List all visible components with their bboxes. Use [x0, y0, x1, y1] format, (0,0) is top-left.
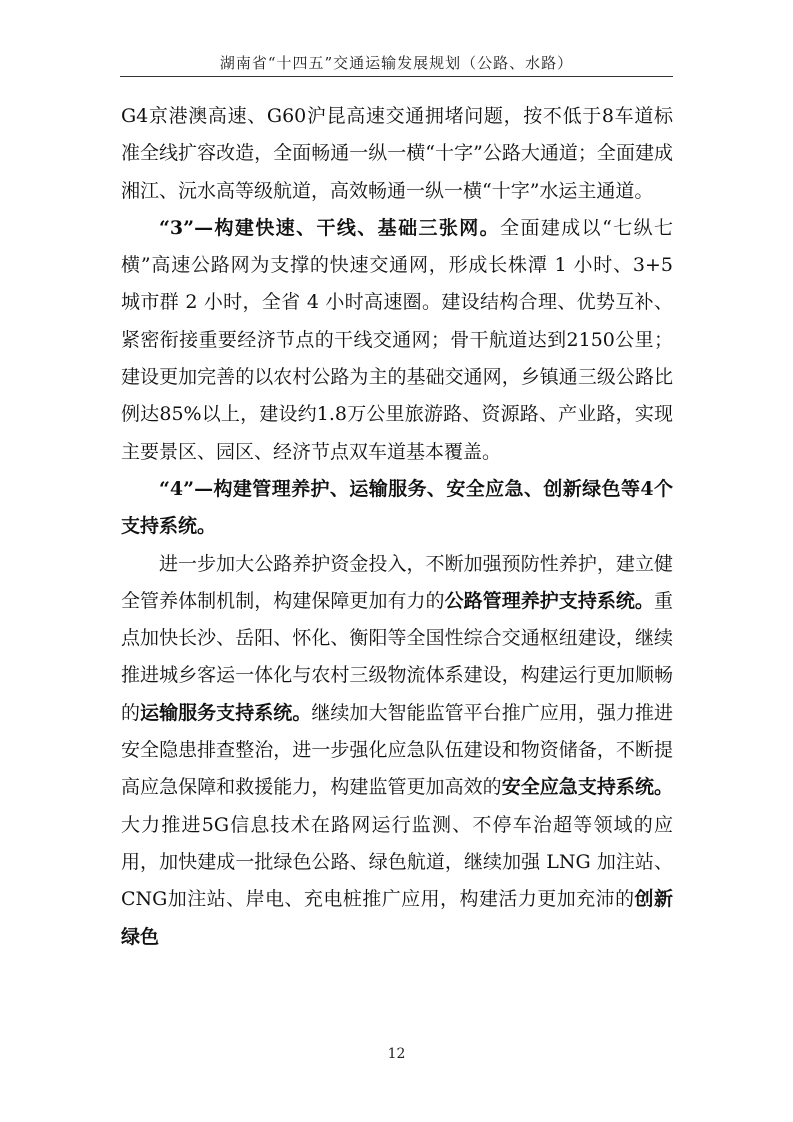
paragraph-expressway-expansion: G4京港澳高速、G60沪昆高速交通拥堵问题，按不低于8车道标准全线扩容改造，全面畅通一纵一横“十字”公路大通道；全面建成湘江、沅水高等级航道，高效畅通一纵一横“十字”水运主通道。: [121, 105, 673, 202]
paragraph-four-support-systems-heading: [121, 471, 673, 546]
paragraph-text: 进一步加大公路养护资金投入，不断加强预防性养护，建立健全管养体制机制，构建保障更加有力的: [121, 552, 673, 612]
paragraph-support-systems-detail: [121, 546, 673, 956]
paragraph-text: 重点加快长沙、岳阳、怀化、衡阳等全国性综合交通枢纽建设，继续推进城乡客运一体化与农村三级物流体系建设，构建运行更加顺畅的: [121, 589, 673, 724]
paragraph-text: 继续加大智能监管平台推广应用，强力推进安全隐患排查整治，进一步强化应急队伍建设和物资储备，不断提高应急保障和救援能力，构建监管更加高效的: [121, 701, 673, 799]
paragraph-three-networks: [121, 210, 673, 471]
paragraph-text: 大力推进5G信息技术在路网运行监测、不停车治超等领域的应用，加快建成一批绿色公路、绿色航道，继续加强 LNG 加注站、CNG加注站、岸电、充电桩推广应用，构建活力更加充沛的: [121, 813, 673, 911]
paragraph-lead-heading: “3”—构建快速、干线、基础三张网。: [159, 216, 501, 239]
paragraph-text: 全面建成以“七纵七横”高速公路网为支撑的快速交通网，形成长株潭 1 小时、3+5 城市群 2 小时，全省 4 小时高速圈。建设结构合理、优势互补、紧密衔接重要经济节点的干线交通网；骨干航道达到2150公里；建设更加完善的以农村公路为主的基础交通网，乡镇通三级公路比例达85%以上，建设约1.8万公里旅游路、资源路、产业路，实现主要景区、园区、经济节点双车道基本覆盖。: [121, 216, 673, 463]
paragraph-lead-heading: “4”—构建管理养护、运输服务、安全应急、创新绿色等4个支持系统。: [121, 477, 673, 538]
bold-term-road-maintenance-system: 公路管理养护支持系统。: [444, 589, 654, 612]
document-body: [121, 98, 673, 956]
header-divider: [120, 76, 673, 77]
bold-term-safety-emergency-system: 安全应急支持系统。: [501, 776, 673, 799]
running-header: 湖南省“十四五”交通运输发展规划（公路、水路）: [219, 54, 574, 72]
bold-term-innovation-green: 创新绿色: [121, 888, 673, 948]
page-number: 12: [387, 1046, 406, 1062]
bold-term-transport-service-system: 运输服务支持系统。: [140, 701, 312, 724]
